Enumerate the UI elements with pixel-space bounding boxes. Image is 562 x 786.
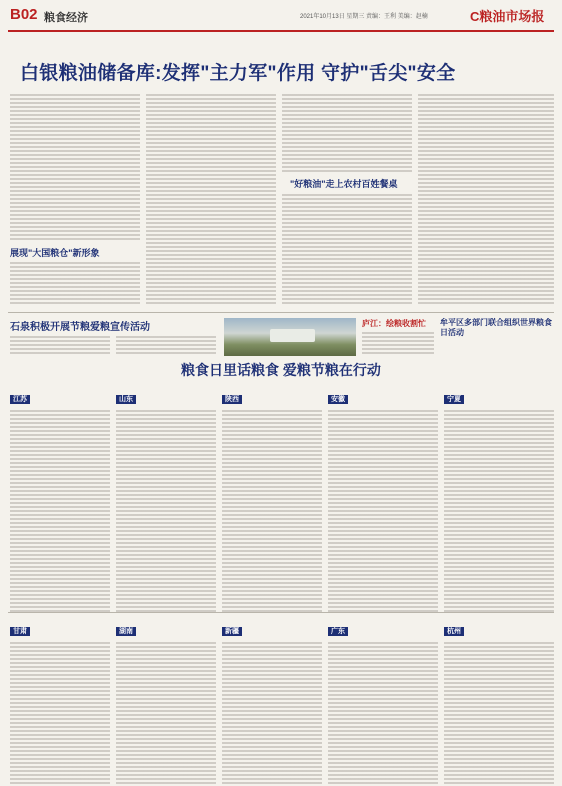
article-shiquan-body-a	[10, 334, 110, 354]
province-block-hunan	[116, 618, 216, 780]
subhead-good-grain: "好粮油"走上农村百姓餐桌	[290, 179, 398, 189]
article-col-1	[10, 92, 140, 242]
article-lujiang-body	[362, 330, 434, 356]
section-id: B02	[10, 6, 38, 23]
province-block-gansu	[10, 618, 110, 780]
article-col-2	[146, 92, 276, 306]
province-body	[10, 640, 110, 786]
province-tag: 陕西	[222, 395, 242, 404]
divider	[8, 312, 554, 313]
province-body	[10, 408, 110, 612]
province-body	[328, 640, 438, 786]
province-body	[222, 640, 322, 786]
harvest-photo	[224, 318, 356, 356]
province-tag: 山东	[116, 395, 136, 404]
province-block-xinjiang	[222, 618, 322, 780]
newspaper-logo: C粮油市场报	[470, 9, 545, 24]
province-body	[444, 408, 554, 612]
article-title-muping: 牟平区多部门联合组织世界粮食日活动	[440, 318, 552, 337]
province-block-guangdong	[328, 618, 438, 780]
province-tag: 宁夏	[444, 395, 464, 404]
divider	[8, 612, 554, 613]
article-title-lujiang: 庐江：绘粮收割忙	[362, 319, 426, 328]
province-tag: 甘肃	[10, 627, 30, 636]
article-col-1b	[10, 260, 140, 306]
banner-title: 粮食日里话粮食 爱粮节粮在行动	[181, 362, 381, 378]
province-body	[222, 408, 322, 612]
article-title-shiquan: 石泉积极开展节粮爱粮宣传活动	[10, 322, 150, 333]
main-headline: 白银粮油储备库:发挥"主力军"作用 守护"舌尖"安全	[20, 63, 456, 84]
province-block-jiangsu	[10, 386, 110, 606]
province-block-shaanxi	[222, 386, 322, 606]
province-block-anhui	[328, 386, 438, 606]
article-col-3a	[282, 92, 412, 172]
province-body	[328, 408, 438, 612]
province-body	[116, 640, 216, 786]
article-col-4	[418, 92, 554, 306]
article-col-3b	[282, 192, 412, 306]
province-body	[444, 640, 554, 786]
province-tag: 广东	[328, 627, 348, 636]
province-body	[116, 408, 216, 612]
subhead-granary: 展现"大国粮仓"新形象	[10, 248, 100, 258]
section-name: 粮食经济	[44, 12, 88, 24]
province-block-hangzhou	[444, 618, 554, 780]
banner	[8, 358, 554, 380]
province-block-shandong	[116, 386, 216, 606]
article-shiquan-body-b	[116, 334, 216, 354]
province-tag: 安徽	[328, 395, 348, 404]
province-tag: 江苏	[10, 395, 30, 404]
province-tag: 湖南	[116, 627, 136, 636]
province-block-ningxia	[444, 386, 554, 606]
date-line: 2021年10月13日 星期三 责编：王利 美编：赵楠	[300, 14, 428, 20]
province-tag: 新疆	[222, 627, 242, 636]
province-tag: 杭州	[444, 627, 464, 636]
